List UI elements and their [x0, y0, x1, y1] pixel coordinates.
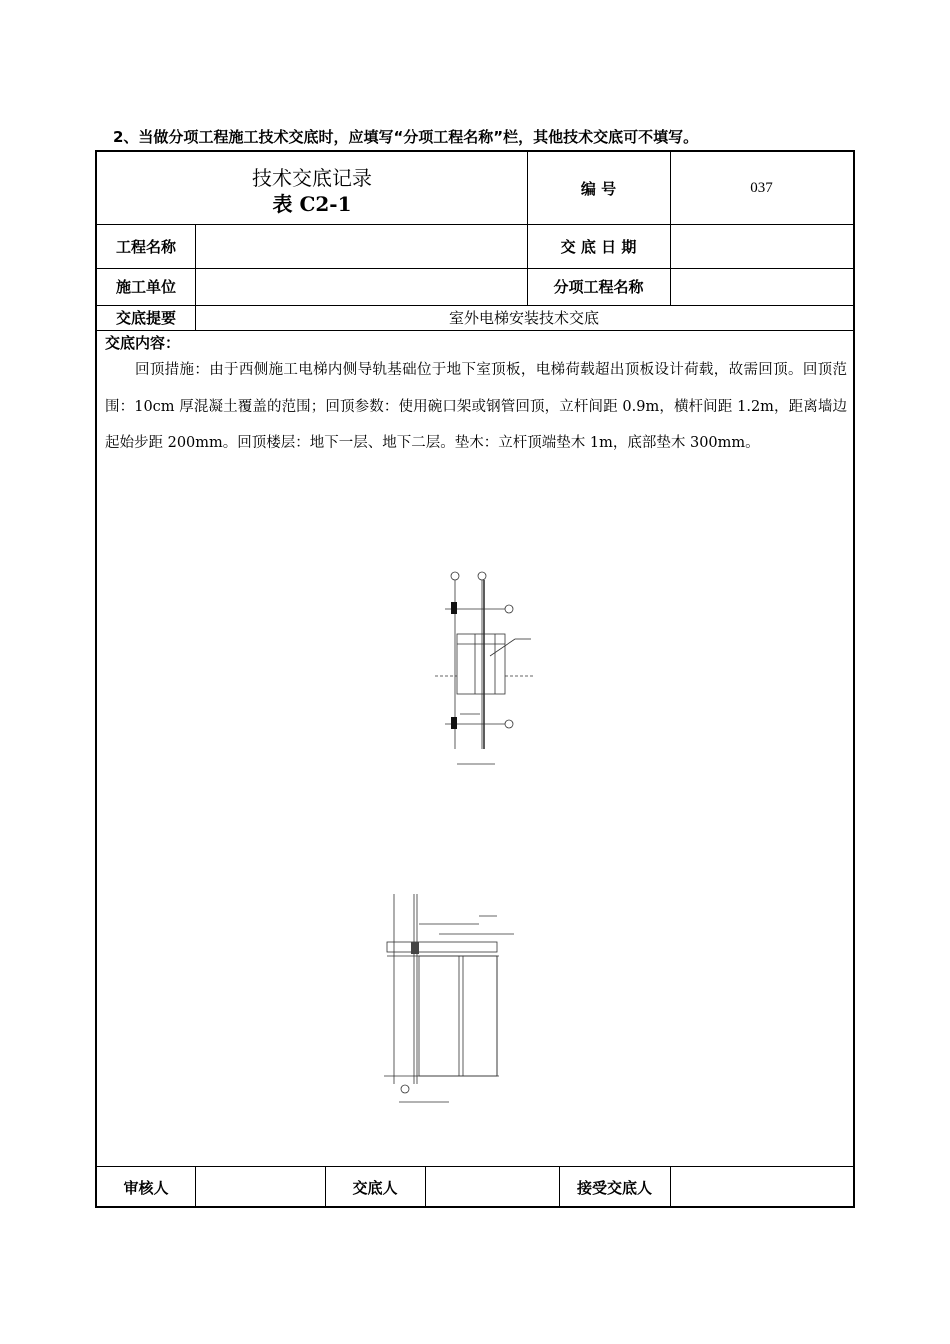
rule	[97, 330, 853, 331]
reviewer-field[interactable]	[195, 1166, 325, 1208]
subproject-label: 分项工程名称	[553, 278, 644, 296]
summary-field[interactable]: 室外电梯安装技术交底	[448, 309, 599, 327]
content-text: 回顶措施：由于西侧施工电梯内侧导轨基础位于地下室顶板，电梯荷载超出顶板设计荷载，故需回顶。回顶范围：10cm 厚混凝土覆盖的范围；回顶参数：使用碗口架或钢管回顶，立杆间距 0.9m，横杆间距 1.2m，距离墙边起始步距 200mm。回顶楼层：地下一层、地下二层。垫木：立杆顶端垫木 1m，底部垫木 300mm。	[105, 362, 847, 451]
instruction-note: 2、当做分项工程施工技术交底时，应填写“分项工程名称”栏，其他技术交底可不填写。	[113, 128, 699, 146]
project-name-label: 工程名称	[115, 237, 176, 256]
form-title: 技术交底记录	[252, 166, 372, 190]
presenter-label: 交底人	[352, 1178, 398, 1197]
subproject-field[interactable]	[670, 268, 853, 305]
summary-label: 交底提要	[115, 309, 176, 327]
contractor-label: 施工单位	[115, 278, 176, 296]
reviewer-label: 审核人	[123, 1178, 169, 1197]
technical-briefing-form	[95, 150, 855, 1208]
date-field[interactable]	[670, 224, 853, 268]
number-label: 编 号	[580, 179, 617, 198]
presenter-field[interactable]	[425, 1166, 559, 1208]
receiver-label: 接受交底人	[576, 1178, 652, 1197]
plan-drawing	[435, 564, 543, 772]
project-name-field[interactable]	[195, 224, 527, 268]
contractor-field[interactable]	[195, 268, 527, 305]
date-label: 交 底 日 期	[560, 237, 637, 256]
section-drawing	[379, 894, 519, 1110]
receiver-field[interactable]	[670, 1166, 853, 1208]
content-label: 交底内容：	[105, 334, 181, 352]
form-code: 表 C2-1	[272, 192, 352, 216]
number-value[interactable]: 037	[750, 179, 773, 196]
